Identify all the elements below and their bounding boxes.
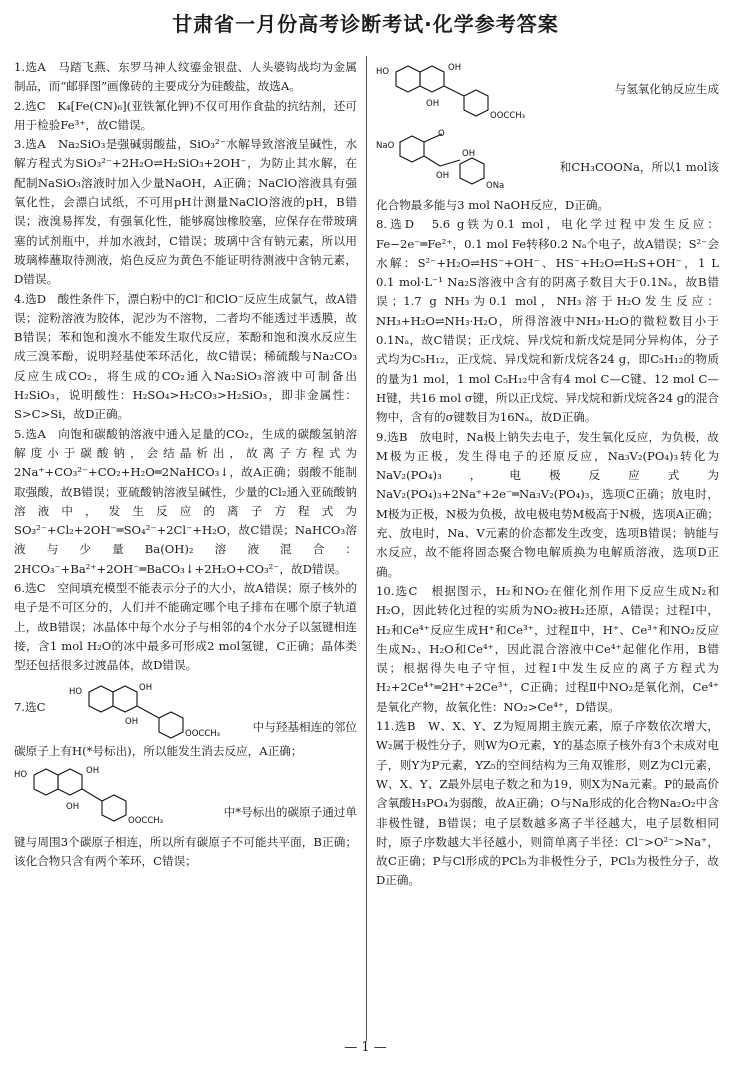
- chromane-structure-icon: [69, 678, 221, 740]
- answer-6: 6.选C 空间填充模型不能表示分子的大小，故A错误；原子核外的电子是不可区分的，人们并不能确定哪个电子排布在哪个原子轨道上，故B错误；冰晶体中每个水分子与相邻的4个水分子以氢键相连接，含1 mol H₂O的冰中最多可形成2 mol氢键，C正确；晶体类型还包括很多过渡晶体，故D错误。: [14, 581, 357, 673]
- svg-text:HO: HO: [376, 67, 390, 77]
- answer-10: 10.选C 根据图示，H₂和NO₂在催化剂作用下反应生成N₂和H₂O，因此转化过程的实质为NO₂被H₂还原，A错误；过程Ⅰ中，H₂和Ce⁴⁺反应生成H⁺和Ce³⁺，过程Ⅱ中，H⁺、Ce³⁺和NO₂反应生成N₂、H₂O和Ce⁴⁺，因此混合溶液中Ce⁴⁺起催化作用，B错误；根据得失电子守恒，过程Ⅰ中发生反应的离子方程式为H₂+2Ce⁴⁺═2H⁺+2Ce³⁺，C正确；过程Ⅱ中NO₂是氧化剂，Ce⁴⁺是氧化产物，故氧化性：NO₂>Ce⁴⁺，D错误。: [376, 583, 719, 714]
- answer-7-caption-3: 与氢氧化钠反应生成: [614, 82, 719, 96]
- page-title: 甘肃省一月份高考诊断考试·化学参考答案: [172, 12, 559, 36]
- svg-text:OOCCH₃: OOCCH₃: [490, 111, 526, 121]
- answer-3: 3.选A Na₂SiO₃是强碱弱酸盐，SiO₃²⁻水解导致溶液呈碱性，水解方程式为SiO₃²⁻+2H₂O⇌H₂SiO₃+2OH⁻，为防止其水解，在配制NaSiO₃溶液时加入少量NaOH，A正确；NaClO溶液具有强氧化性，会漂白试纸，不可用pH计测量NaClO溶液的pH，B错误；液溴易挥发，有强氧化性，能够腐蚀橡胶塞，应保存在带玻璃塞的试剂瓶中，并加水液封，C错误；玻璃中含有钠元素，所以用玻璃棒蘸取待测液，焰色反应为黄色不能证明待测液中含钠元素，D错误。: [14, 137, 357, 287]
- answer-7-head: 7.选C: [14, 699, 46, 714]
- column-divider: [366, 56, 367, 1041]
- svg-text:OH: OH: [448, 63, 462, 73]
- svg-text:OH: OH: [125, 716, 139, 727]
- answer-7-structure-4: [376, 128, 719, 194]
- page-number: — 1 —: [344, 1040, 387, 1055]
- answer-7-caption-2: 中*号标出的碳原子通过单: [223, 804, 357, 819]
- answer-7-structure-3: [376, 60, 719, 126]
- svg-text:OH: OH: [66, 801, 80, 812]
- right-column: [376, 58, 719, 891]
- svg-text:O: O: [438, 129, 445, 139]
- chromane-structure-icon-3: [376, 60, 546, 126]
- answer-7-structure-2: [14, 763, 357, 831]
- answer-7-text-2: 键与周围3个碳原子相连，所以所有碳原子不可能共平面，B正确；该化合物只含有两个苯环，C错误；: [14, 834, 357, 869]
- answer-11: 11.选B W、X、Y、Z为短周期主族元素，原子序数依次增大，W₂属于极性分子，则W为O元素，Y的基态原子核外有3个未成对电子，则Y为P元素，YZ₅的空间结构为三角双锥形，则Z为Cl元素，W、X、Y、Z最外层电子数之和为19，则X为Na元素。P的最高价含氧酸H₃PO₄为弱酸，故A正确；O与Na形成的化合物Na₂O₂中含非极性键，B错误；电子层数越多离子半径越大，电子层数相同时，原子序数越大半径越小，则简单离子半径：Cl⁻>O²⁻>Na⁺，故C正确；P与Cl形成的PCl₅为非极性分子，PCl₃为极性分子，故D正确。: [376, 719, 719, 888]
- svg-text:OH: OH: [139, 682, 153, 693]
- answer-7-structure-1: [14, 678, 357, 740]
- svg-text:ONa: ONa: [486, 181, 505, 191]
- chromane-structure-icon-2: [14, 763, 164, 831]
- svg-text:OH: OH: [462, 149, 476, 159]
- svg-text:OH: OH: [436, 171, 450, 181]
- answer-2: 2.选C K₄[Fe(CN)₆](亚铁氰化钾)不仅可用作食盐的抗结剂，还可用于检验Fe³⁺，故C错误。: [14, 98, 357, 132]
- answer-7-text-1: 碳原子上有H(*号标出)，所以能发生消去反应，A正确；: [14, 743, 303, 758]
- answer-7-caption-1: 中与羟基相连的邻位: [252, 719, 357, 734]
- answer-7-caption-4: 和CH₃COONa，所以1 mol该: [559, 160, 719, 174]
- svg-text:OOCCH₃: OOCCH₃: [128, 815, 164, 826]
- svg-text:OH: OH: [426, 99, 440, 109]
- answer-7-tail: 化合物最多能与3 mol NaOH反应，D正确。: [376, 198, 610, 212]
- answer-5: 5.选A 向饱和碳酸钠溶液中通入足量的CO₂，生成的碳酸氢钠溶解度小于碳酸钠，会结晶析出，故离子方程式为2Na⁺+CO₃²⁻+CO₂+H₂O═2NaHCO₃↓，故A正确；弱酸不能制取强酸，故B错误；亚硫酸钠溶液呈碱性，少量的Cl₂通入亚硫酸钠溶液中，发生反应的离子方程式为SO₃²⁻+Cl₂+2OH⁻═SO₄²⁻+2Cl⁻+H₂O，故C错误；NaHCO₃溶液与少量Ba(OH)₂溶液混合：2HCO₃⁻+Ba²⁺+2OH⁻═BaCO₃↓+2H₂O+CO₃²⁻，故D错误。: [14, 426, 357, 576]
- svg-text:OOCCH₃: OOCCH₃: [185, 728, 221, 739]
- svg-text:NaO: NaO: [376, 141, 395, 151]
- svg-text:HO: HO: [69, 686, 83, 697]
- left-column: [14, 58, 357, 871]
- answer-9: 9.选B 放电时，Na极上钠失去电子，发生氧化反应，为负极，故M极为正极，发生得电子的还原反应，Na₃V₂(PO₄)₃转化为NaV₂(PO₄)₃，电极反应式为NaV₂(PO₄)₃+2Na⁺+2e⁻═Na₃V₂(PO₄)₃，选项C正确；放电时，M极为正极，N极为负极，故电极电势M极高于N极，选项A正确；充、放电时，Na、V元素的价态都发生改变，选项B错误；钠能与水反应，故不能将固态聚合物电解质换为电解质溶液，选项D正确。: [376, 429, 719, 579]
- svg-text:HO: HO: [14, 769, 28, 780]
- answer-4: 4.选D 酸性条件下，漂白粉中的Cl⁻和ClO⁻反应生成氯气，故A错误；淀粉溶液为胶体，泥沙为不溶物，二者均不能透过半透膜，故B错误；苯和饱和溴水不能发生取代反应，苯酚和饱和溴水反应生成三溴苯酚，说明羟基使苯环活化，故C错误；稀硫酸与Na₂CO₃反应生成CO₂，将生成的CO₂通入Na₂SiO₃溶液中可制备出H₂SiO₃，说明酸性：H₂SO₄>H₂CO₃>H₂SiO₃，即非金属性：S>C>Si，故D正确。: [14, 291, 357, 422]
- answer-1: 1.选A 马踏飞燕、东罗马神人纹鎏金银盘、人头婆钩战均为金属制品，而“邮驿图”画像砖的主要成分为硅酸盐，故选A。: [14, 60, 357, 94]
- answer-8: 8.选D 5.6 g铁为0.1 mol，电化学过程中发生反应：Fe−2e⁻═Fe²⁺，0.1 mol Fe转移0.2 Nₐ个电子，故A错误；S²⁻会水解：S²⁻+H₂O⇌HS⁻+OH⁻、HS⁻+H₂O⇌H₂S+OH⁻，1 L 0.1 mol·L⁻¹ Na₂S溶液中含有的阴离子数目大于0.1Nₐ，故B错误；1.7 g NH₃为0.1 mol，NH₃溶于H₂O发生反应：NH₃+H₂O⇌NH₃·H₂O，所得溶液中NH₃·H₂O的微粒数目小于0.1Nₐ，故C错误；正戊烷、异戊烷和新戊烷是同分异构体，分子式均为C₅H₁₂，正戊烷、异戊烷和新戊烷各24 g，即C₅H₁₂的物质的量为1 mol，1 mol C₅H₁₂中含有4 mol C—C键、12 mol C—H键，共16 mol σ键，所以正戊烷、异戊烷和新戊烷各24 g的混合物中，含有的σ键数目为16Nₐ，故D正确。: [376, 217, 719, 425]
- sodium-phenolate-structure-icon: [376, 128, 546, 194]
- svg-text:OH: OH: [86, 765, 100, 776]
